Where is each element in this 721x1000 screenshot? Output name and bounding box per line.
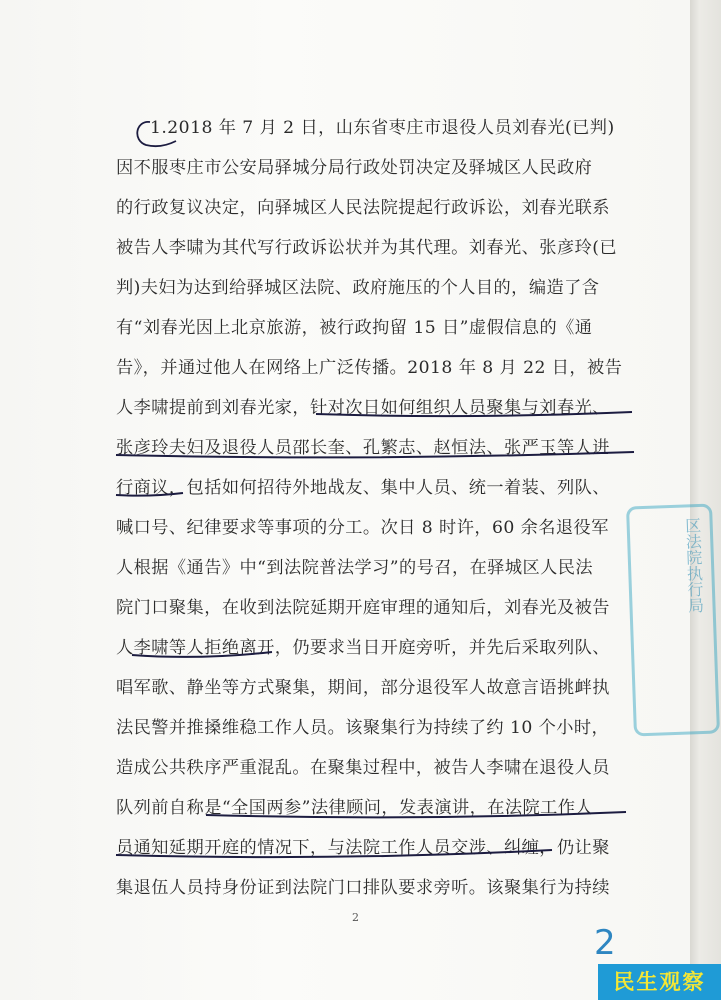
text-line: 喊口号、纪律要求等事项的分工。次日 8 时许，60 余名退役军 [116,518,609,538]
stamp-seal: 区法院执行局 [626,504,720,737]
text-line: 人李啸提前到刘春光家，针对次日如何组织人员聚集与刘春光、 [116,398,610,418]
text-line: 集退伍人员持身份证到法院门口排队要求旁听。该聚集行为持续 [116,878,610,898]
overlay-page-number: 2 [594,923,616,963]
watermark-logo: 民生观察 [598,964,721,1000]
text-line: 1.2018 年 7 月 2 日，山东省枣庄市退役人员刘春光(已判) [150,118,615,138]
page-edge-shadow [690,0,721,1000]
text-line: 造成公共秩序严重混乱。在聚集过程中，被告人李啸在退役人员 [116,758,610,778]
text-line: 被告人李啸为其代写行政诉讼状并为其代理。刘春光、张彦玲(已 [116,238,618,258]
text-line: 员通知延期开庭的情况下，与法院工作人员交涉、纠缠，仍让聚 [116,838,610,858]
text-line: 告》，并通过他人在网络上广泛传播。2018 年 8 月 22 日，被告 [116,358,623,378]
text-line: 法民警并推搡维稳工作人员。该聚集行为持续了约 10 个小时， [116,718,610,738]
text-line: 因不服枣庄市公安局驿城分局行政处罚决定及驿城区人民政府 [116,158,593,178]
text-line: 行商议，包括如何招待外地战友、集中人员、统一着装、列队、 [116,478,610,498]
text-line: 人根据《通告》中“到法院普法学习”的号召，在驿城区人民法 [116,558,594,578]
text-line: 判)夫妇为达到给驿城区法院、政府施压的个人目的，编造了含 [116,278,600,298]
text-line: 院门口聚集，在收到法院延期开庭审理的通知后，刘春光及被告 [116,598,610,618]
text-line: 人李啸等人拒绝离开，仍要求当日开庭旁听，并先后采取列队、 [116,638,610,658]
text-line: 张彦玲夫妇及退役人员邵长奎、孔繁志、赵恒法、张严玉等人进 [116,438,610,458]
text-line: 有“刘春光因上北京旅游，被行政拘留 15 日”虚假信息的《通 [116,318,593,338]
text-line: 唱军歌、静坐等方式聚集，期间，部分退役军人故意言语挑衅执 [116,678,610,698]
page-number: 2 [352,911,359,924]
text-line: 的行政复议决定，向驿城区人民法院提起行政诉讼，刘春光联系 [116,198,610,218]
text-line: 队列前自称是“全国两参”法律顾问，发表演讲，在法院工作人 [116,798,594,818]
